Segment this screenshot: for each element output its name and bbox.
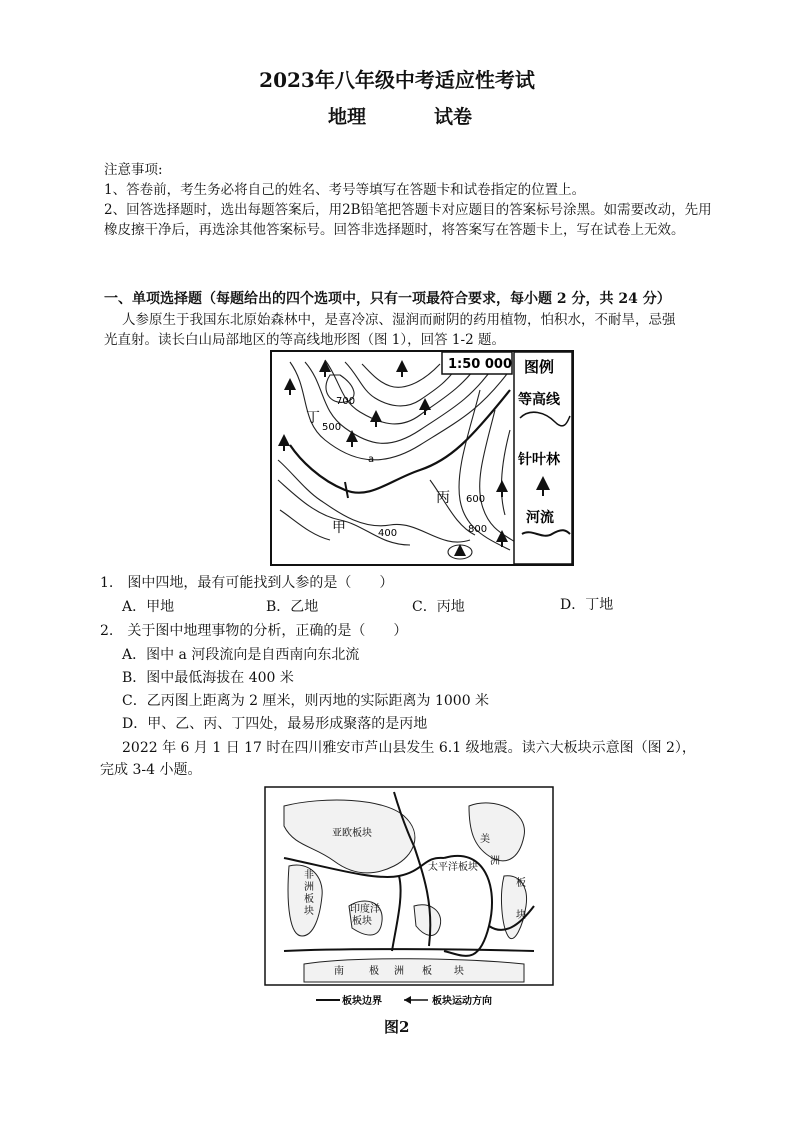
plate-antarctic-2: 极 [369, 966, 379, 977]
legend-contour: 等高线 [518, 392, 560, 408]
figure-2-plate-map [264, 786, 554, 1012]
plate-antarctic-1: 南 [334, 966, 344, 977]
question-1-stem: 1. 图中四地，最有可能找到人参的是（ ） [100, 575, 394, 591]
plate-america-4: 块 [516, 910, 526, 921]
contour-500: 500 [322, 422, 342, 433]
plate-antarctic-3: 洲 [394, 966, 404, 977]
figure-2-caption: 图2 [384, 1018, 410, 1036]
point-jia: 甲 [332, 520, 346, 536]
plate-pacific: 太平洋板块 [428, 862, 478, 873]
exam-title: 2023年八年级中考适应性考试 [259, 68, 535, 92]
plate-india-1: 印度洋 [350, 904, 380, 915]
plate-africa-3: 板 [304, 894, 314, 905]
question-2-stem: 2. 关于图中地理事物的分析，正确的是（ ） [100, 623, 408, 639]
contour-600: 600 [466, 494, 486, 505]
contour-800: 800 [468, 524, 488, 535]
q1-option-c: C．丙地 [412, 599, 465, 615]
plate-america-2: 洲 [490, 856, 500, 867]
notice-heading: 注意事项: [104, 162, 163, 178]
legend-direction-text: 板块运动方向 [432, 996, 492, 1007]
q1-option-b: B．乙地 [266, 599, 319, 615]
section-intro-1: 人参原生于我国东北原始森林中，是喜冷凉、湿润而耐阴的药用植物，怕积水，不耐旱，忌强 [122, 312, 676, 328]
q2-option-a: A．图中 a 河段流向是自西南向东北流 [122, 647, 360, 663]
legend-river: 河流 [526, 510, 554, 526]
point-bing: 丙 [436, 490, 450, 506]
plate-america-3: 板 [516, 878, 526, 889]
plate-america-1: 美 [480, 834, 490, 845]
plate-antarctic-5: 块 [454, 966, 464, 977]
section2-intro-1: 2022 年 6 月 1 日 17 时在四川雅安市芦山县发生 6.1 级地震。读六大板块示意图（图 2）， [122, 740, 696, 756]
scale-text: 1:50 000 [448, 357, 512, 372]
river-segment-a: a [368, 454, 375, 465]
point-ding: 丁 [306, 410, 320, 426]
section-intro-2: 光直射。读长白山局部地区的等高线地形图（图 1），回答 1-2 题。 [104, 332, 505, 348]
q1-option-a: A．甲地 [122, 599, 175, 615]
contour-700: 700 [336, 396, 356, 407]
q1-option-d: D．丁地 [560, 597, 614, 613]
notice-line-1: 1、答卷前，考生务必将自己的姓名、考号等填写在答题卡和试卷指定的位置上。 [104, 182, 586, 198]
notice-line-2: 2、回答选择题时，选出每题答案后，用2B铅笔把答题卡对应题目的答案标号涂黑。如需要改动，先用 [104, 202, 712, 218]
plate-india-2: 板块 [352, 916, 372, 927]
q2-option-d: D．甲、乙、丙、丁四处，最易形成聚落的是丙地 [122, 716, 428, 732]
q2-option-b: B．图中最低海拔在 400 米 [122, 670, 294, 686]
figure-1-contour-map [270, 350, 574, 566]
plate-africa-1: 非 [304, 870, 314, 881]
paper-label: 试卷 [434, 106, 473, 128]
section-heading: 一、单项选择题（每题给出的四个选项中，只有一项最符合要求，每小题 2 分，共 24 分） [104, 291, 671, 307]
contour-400: 400 [378, 528, 398, 539]
notice-line-3: 橡皮擦干净后，再选涂其他答案标号。回答非选择题时，将答案写在答题卡上，写在试卷上无效。 [104, 222, 685, 238]
plate-africa-4: 块 [304, 906, 314, 917]
plate-eurasia: 亚欧板块 [332, 828, 372, 839]
plate-antarctic-4: 板 [422, 966, 432, 977]
legend-boundary-text: 板块边界 [342, 996, 382, 1007]
legend-forest: 针叶林 [518, 452, 560, 468]
legend-arrow-head [404, 996, 411, 1004]
subject-label: 地理 [328, 106, 367, 128]
plate-africa-2: 洲 [304, 882, 314, 893]
section2-intro-2: 完成 3-4 小题。 [100, 762, 202, 778]
q2-option-c: C．乙丙图上距离为 2 厘米，则丙地的实际距离为 1000 米 [122, 693, 490, 709]
legend-title: 图例 [524, 358, 555, 376]
